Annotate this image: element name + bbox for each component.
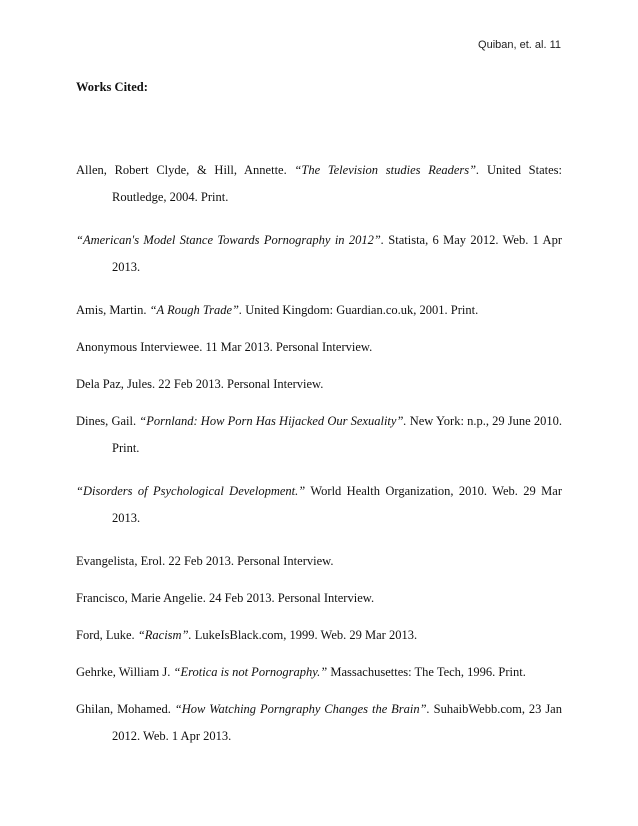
citation-details: United Kingdom: Guardian.co.uk, 2001. Print. — [242, 303, 479, 317]
citation-entry — [76, 696, 562, 750]
citation-author: Francisco, Marie Angelie. 24 Feb 2013. Personal Interview. — [76, 591, 375, 605]
running-header: Quiban, et. al. 11 — [478, 39, 561, 51]
citation-author: Dela Paz, Jules. 22 Feb 2013. Personal Interview. — [76, 377, 324, 391]
citation-title: “The Television studies Readers”. — [294, 163, 480, 177]
citation-title: “American's Model Stance Towards Pornography in 2012”. — [76, 233, 384, 247]
citation-author: Amis, Martin. — [76, 303, 150, 317]
citation-details: Massachusettes: The Tech, 1996. Print. — [327, 665, 526, 679]
citation-entry — [76, 227, 562, 281]
citation-author: Ghilan, Mohamed. — [76, 702, 175, 716]
works-cited-list — [76, 157, 562, 766]
citation-author: Dines, Gail. — [76, 414, 140, 428]
citation-author: Evangelista, Erol. 22 Feb 2013. Personal Interview. — [76, 554, 334, 568]
citation-title: “Racism”. — [137, 628, 192, 642]
citation-title: “Disorders of Psychological Development.” — [76, 484, 306, 498]
citation-details: New York: n.p., 29 June 2010. Print. — [112, 414, 562, 455]
citation-details: United States: Routledge, 2004. Print. — [112, 163, 562, 204]
citation-entry — [76, 408, 562, 462]
citation-entry — [76, 548, 562, 575]
citation-entry — [76, 371, 562, 398]
citation-entry — [76, 622, 562, 649]
citation-details: LukeIsBlack.com, 1999. Web. 29 Mar 2013. — [191, 628, 418, 642]
citation-entry — [76, 334, 562, 361]
citation-details: Statista, 6 May 2012. Web. 1 Apr 2013. — [112, 233, 562, 274]
citation-entry — [76, 478, 562, 532]
citation-title: “Pornland: How Porn Has Hijacked Our Sexuality”. — [139, 414, 407, 428]
citation-author: Allen, Robert Clyde, & Hill, Annette. — [76, 163, 295, 177]
works-cited-heading: Works Cited: — [76, 80, 148, 94]
citation-author: Ford, Luke. — [76, 628, 138, 642]
citation-entry — [76, 585, 562, 612]
citation-details: SuhaibWebb.com, 23 Jan 2012. Web. 1 Apr 2013. — [112, 702, 562, 743]
citation-author: Gehrke, William J. — [76, 665, 174, 679]
citation-title: “A Rough Trade”. — [149, 303, 243, 317]
citation-title: “How Watching Porngraphy Changes the Brain”. — [174, 702, 430, 716]
citation-title: “Erotica is not Pornography.” — [173, 665, 328, 679]
citation-entry — [76, 297, 562, 324]
citation-details: World Health Organization, 2010. Web. 29 Mar 2013. — [112, 484, 562, 525]
citation-author: Anonymous Interviewee. 11 Mar 2013. Personal Interview. — [76, 340, 373, 354]
citation-entry — [76, 659, 562, 686]
citation-entry — [76, 157, 562, 211]
